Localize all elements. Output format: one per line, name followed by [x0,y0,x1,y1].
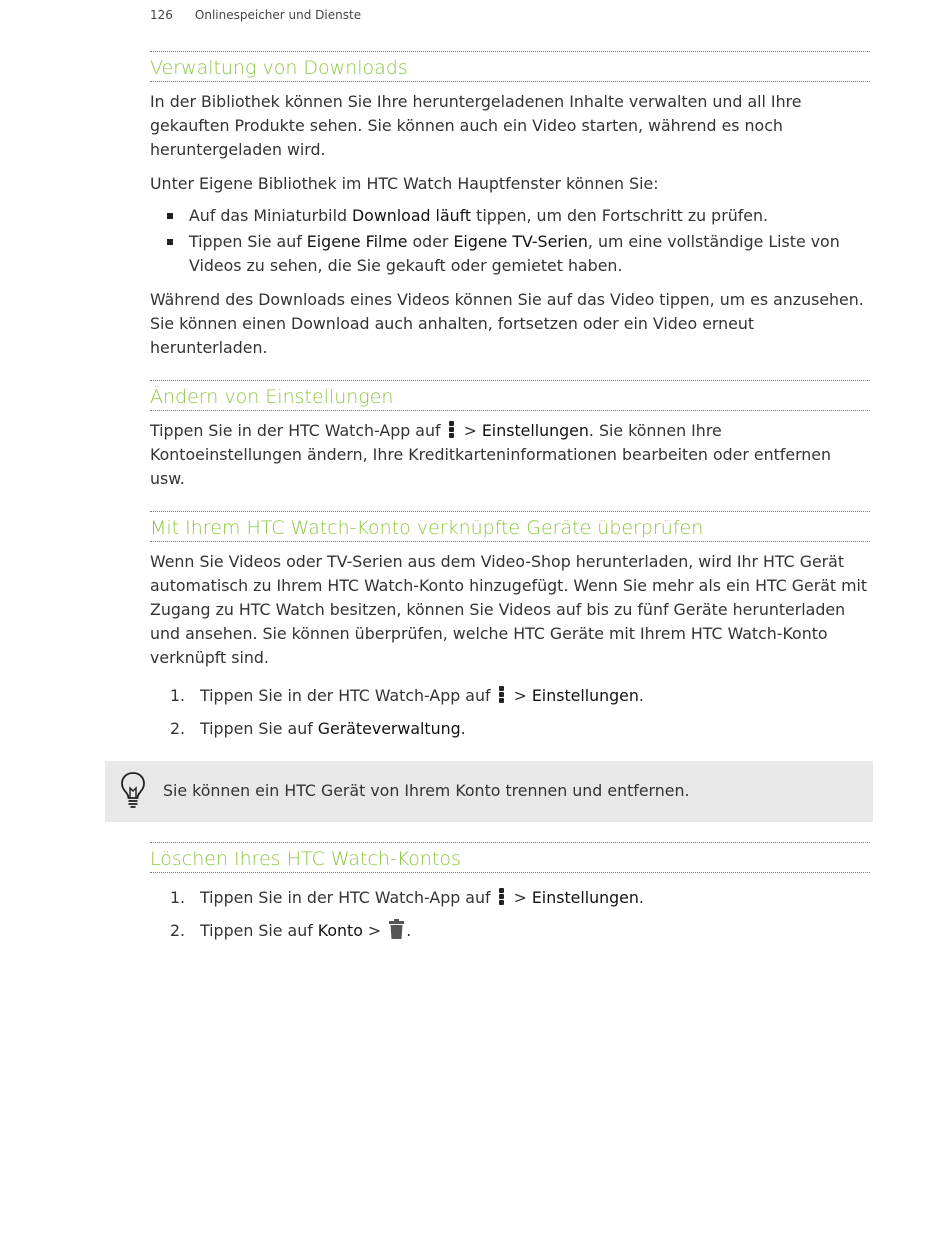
section-title-delete: Löschen Ihres HTC Watch-Kontos [150,842,870,873]
paragraph: Während des Downloads eines Videos können Sie auf das Video tippen, um es anzusehen. Sie können einen Download auch anhalten, fortsetzen oder ein Video erneut herunterladen. [150,290,864,357]
text: > [458,421,482,440]
ui-term: Einstellungen [481,421,589,440]
text: > [508,686,532,705]
page-header [150,8,361,22]
text: . Sie können Ihre Kontoeinstellungen ändern, Ihre Kreditkarteninformationen bearbeiten oder entfernen usw. [150,421,832,488]
step-number: 2. [170,921,186,940]
section-title-devices: Mit Ihrem HTC Watch-Konto verknüpfte Geräte überprüfen [150,511,870,542]
text: Auf das Miniaturbild [189,206,353,225]
ui-term: Konto [317,921,363,940]
chapter-title: Onlinespeicher und Dienste [194,8,362,22]
text: oder [407,232,454,251]
section-title-downloads: Verwaltung von Downloads [150,51,870,82]
step-list [150,886,870,955]
list-item [150,919,870,946]
text: . [406,921,412,940]
ui-term: Einstellungen [531,888,639,907]
text: Tippen Sie auf [200,921,318,940]
kebab-menu-icon [499,686,504,703]
text: . [638,686,644,705]
paragraph [150,419,870,491]
step-number: 1. [170,888,186,907]
kebab-menu-icon [449,421,454,438]
ui-term: Eigene TV-Serien [453,232,588,251]
step-list [150,684,870,741]
tip-text: Sie können ein HTC Gerät von Ihrem Konto trennen und entfernen. [163,781,690,800]
list-item [150,684,870,708]
text: Tippen Sie in der HTC Watch-App auf [200,888,496,907]
step-number: 2. [170,719,186,738]
text: , um eine vollständige Liste von Videos zu sehen, die Sie gekauft oder gemietet haben. [189,232,840,275]
bullet-icon [167,239,173,245]
text: Tippen Sie in der HTC Watch-App auf [200,686,496,705]
paragraph: In der Bibliothek können Sie Ihre heruntergeladenen Inhalte verwalten und all Ihre gekauften Produkte sehen. Sie können auch ein Video starten, während es noch heruntergeladen wird. [150,92,802,159]
lightbulb-icon [120,771,146,813]
text: . [638,888,644,907]
text: Tippen Sie in der HTC Watch-App auf [150,421,446,440]
section-title-settings: Ändern von Einstellungen [150,380,870,411]
step-number: 1. [170,686,186,705]
text: Tippen Sie auf [200,719,318,738]
text: Tippen Sie auf [189,232,307,251]
ui-term: Eigene Filme [306,232,408,251]
bullet-icon [167,213,173,219]
text: tippen, um den Fortschritt zu prüfen. [471,206,769,225]
text: > [508,888,532,907]
page-number: 126 [150,8,173,22]
text: . [460,719,466,738]
list-item [150,886,870,910]
kebab-menu-icon [499,888,504,905]
tip-box [105,761,873,822]
bullet-list [150,204,870,278]
paragraph: Unter Eigene Bibliothek im HTC Watch Hauptfenster können Sie: [150,174,659,193]
paragraph: Wenn Sie Videos oder TV-Serien aus dem Video-Shop herunterladen, wird Ihr HTC Gerät automatisch zu Ihrem HTC Watch-Konto hinzugefügt. Wenn Sie mehr als ein HTC Gerät mit Zugang zu HTC Watch besitzen, können Sie Videos auf bis zu fünf Geräte herunterladen und ansehen. Sie können überprüfen, welche HTC Geräte mit Ihrem HTC Watch-Konto verknüpft sind. [150,552,868,667]
trash-icon [389,919,404,946]
ui-term: Einstellungen [531,686,639,705]
list-item [150,717,870,741]
ui-term: Download läuft [352,206,472,225]
ui-term: Geräteverwaltung [317,719,461,738]
list-item [150,230,870,278]
text: > [362,921,387,940]
list-item [150,204,870,228]
